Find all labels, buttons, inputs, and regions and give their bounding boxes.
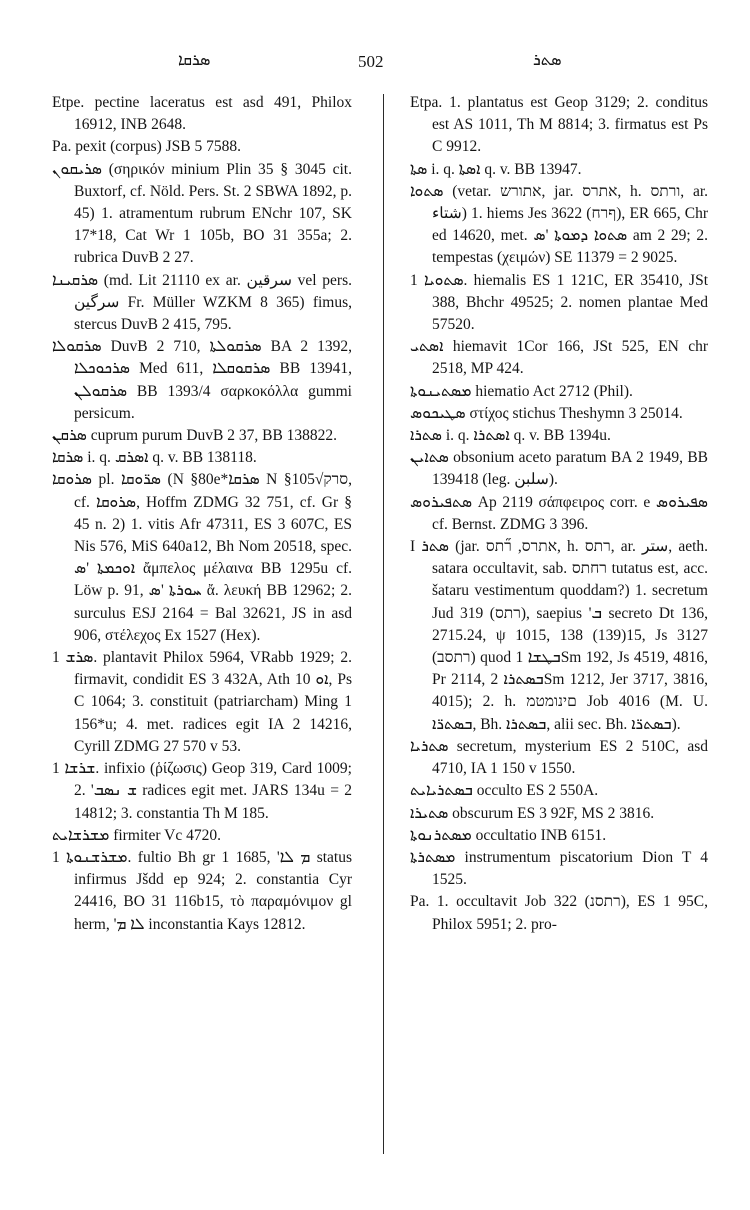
column-divider: [383, 94, 384, 1154]
entry: ܣܪܩܘܠܐ DuvB 2 710, ܣܪܩܘܠܬܐ BA 2 1392, ܣܪܟܘܟܠܐ Med 611, ܣܪܩܘܩܠܐ BB 13941, ܣܪܩܘܠܢ BB 1393/4 σαρκοκόλλα gummi persicum.: [52, 338, 352, 422]
entry: ܡܣܬܪܬܐ instrumentum piscatorium Dion T 4 1525.: [410, 848, 708, 889]
entry: ܣܬܦܝܪܘܣ Ap 2119 σάπφειρος corr. e ܣܦܝܪܘܣ cf. Bernst. ZDMG 3 396.: [410, 493, 708, 533]
running-head-right-word: ܣܬܪ: [533, 52, 562, 69]
entry: ܣܪܫ 1. plantavit Philox 5964, VRabb 1929; 2. firmavit, condidit ES 3 432A, Ath ܐܘ 10, Ps C 1064; 3. constituit (patriarcham) Ming 1 156*u; 4. met. radices egit IA 2 14216, Cyrill ZDMG 27 570 v 53.: [52, 649, 353, 755]
entry: ܣܪܘܩܐ pl. ܣܪ̈ܘܩܐ (N §80e*ܣܪܩܐ N §105√סרק, cf. ܣܪܘܩܐ, Hoffm ZDMG 32 751, cf. Gr § 45 n. 2) 1. vitis Afr 47311, ES 3 607C, ES Nis 576, MiS 640a12, Bh Nom 20518, spec. ܐܘܟܡܬܐ 'ܣ ἄμπελος μέλαινα BB 1295u cf. Löw p. 91, ܚܘܪܬܐ 'ܣ ἄ. λευκή BB 12962; 2. surculus ESJ 2164 = Bal 32621, JS in asd 906, στέλεχος Ex 1527 (Hex).: [52, 471, 353, 644]
left-column: [52, 92, 352, 936]
entry: I ܣܬܪ (jar. אתרס, ר֞תס, h. רתס, ar. ستر, aeth. satara occultavit, sab. רחתס tutatus est, acc. šataru vestimentum quoddam?) 1. secretum Jud 319 (רתס), saepius 'ܒ secreto Dt 136, 2715.24, ψ 1015, 138 (139)15, Js 3127 (רתסב) quod ܒܛܫܐ 1Sm 192, Js 4519, 4816, Pr 2114, ܒܣܬܪܐ 2Sm 1212, Jer 3717, 3816, 4015); 2. h. םינומטמ Job 4016 (M. U. ܒܣܬܪ̈ܐ, Bh. ܒܣܬܪܐ, alii sec. Bh. ܒܣܬܪ̈ܐ).: [410, 538, 709, 733]
entry: Etpa. 1. plantatus est Geop 3129; 2. conditus est AS 1011, Th M 8814; 3. firmatus est Ps C 9912.: [410, 94, 708, 156]
entry: ܣܪܩܐ i. q. ܐܣܪܩ q. v. BB 138118.: [52, 449, 257, 467]
entry: ܣܬܝܪܐ obscurum ES 3 92F, MS 2 3816.: [410, 804, 655, 822]
entry: ܡܣܬܝܢܘܬܐ hiematio Act 2712 (Phil).: [410, 382, 633, 400]
entry: ܣܬܪܝܐ secretum, mysterium ES 2 510C, asd 4710, IA 1 150 v 1550.: [410, 737, 708, 778]
entry: Etpe. pectine laceratus est asd 491, Philox 16912, INB 2648.: [52, 94, 352, 134]
entry: ܐܣܬܝ hiemavit 1Cor 166, JSt 525, EN chr 2518, MP 424.: [410, 338, 708, 378]
right-column: [410, 92, 708, 936]
running-head-left-word: ܣܪܩܐ: [178, 52, 211, 69]
entry: ܣܬܐ i. q. ܐܣܬܐ q. v. BB 13947.: [410, 160, 582, 178]
entry: ܣܬܘܐ (vetar. אתורש, jar. אתרס, h. ורתס, ar. شتاء) 1. hiems Jes 3622 (ףרח), ER 665, Chr ed 14620, met. ܣܬܘܐ ܕܡܘܬܐ 'ܣ am 2 29; 2. tempestas (χειμών) SE 11379 = 2 9025.: [410, 182, 708, 267]
entry: ܫܪܫܐ 1. infixio (ῥίζωσις) Geop 319, Card 1009; 2. 'ܫ ܢܣܒ radices egit met. JARS 134u = 2 14812; 3. constantia Th M 185.: [52, 760, 352, 822]
running-head: [0, 52, 750, 74]
entry: ܣܬܘܝܐ 1. hiemalis ES 1 121C, ER 35410, JSt 388, Bhchr 49525; 2. nomen plantae Med 57520.: [410, 271, 708, 334]
entry: ܒܣܬܪܝܐܝܬ occulto ES 2 550A.: [410, 782, 599, 800]
entry: ܣܛܝܟܘܣ στίχος stichus Theshymn 3 25014.: [410, 404, 683, 422]
entry: ܡܣܬܪܢܘܬܐ occultatio INB 6151.: [410, 826, 607, 844]
entry: ܣܬܪܐ i. q. ܐܣܬܪܐ q. v. BB 1394u.: [410, 427, 611, 445]
entry: ܣܪܩܝܢܐ (md. Lit 21110 ex ar. سرقين vel pers. سرگين Fr. Müller WZKM 8 365) fimus, stercus DuvB 2 415, 795.: [52, 271, 352, 334]
entry: ܣܬܐܝܢ obsonium aceto paratum BA 2 1949, BB 139418 (leg. سلبن).: [410, 449, 708, 489]
entry: ܡܫܪܫܐܝܬ firmiter Vc 4720.: [52, 826, 221, 844]
entry: Pa. 1. occultavit Job 322 (רתסנ), ES 1 95C, Philox 5951; 2. pro-: [410, 893, 708, 933]
entry: ܣܪܩܢ cuprum purum DuvB 2 37, BB 138822.: [52, 427, 338, 445]
page-number: 502: [358, 52, 384, 71]
entry: Pa. pexit (corpus) JSB 5 7588.: [52, 138, 242, 156]
entry: ܡܫܪܫܢܘܬܐ 1. fultio Bh gr 1 1685, 'ܡ ܠܐ status infirmus Jšdd ep 924; 2. constantia Cyr 24416, BO 31 116b15, τὸ παραμόνιμον gl herm, 'ܠܐ ܡ inconstantia Kays 12812.: [52, 848, 352, 933]
entry: ܣܪܝܩܘܢ (σηρικόν minium Plin 35 § 3045 cit. Buxtorf, cf. Nöld. Pers. St. 2 SBWA 1892, p. 45) 1. atramentum rubrum ENchr 107, SK 17*18, Cat Wr 1 105b, BO 31 355a; 2. rubrica DuvB 2 27.: [52, 160, 352, 267]
